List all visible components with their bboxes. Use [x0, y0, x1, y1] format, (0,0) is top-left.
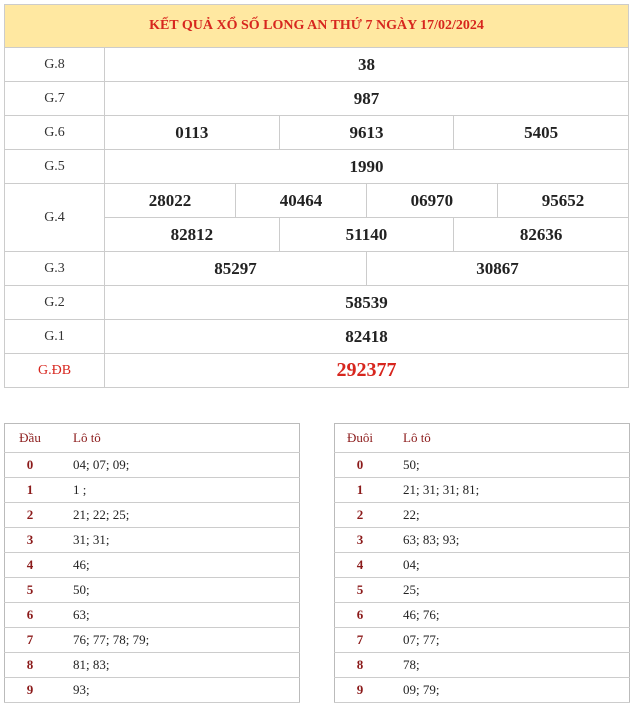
row-loto-values: 63;	[55, 603, 300, 628]
loto-dau-table	[4, 423, 300, 703]
table-row	[5, 628, 300, 653]
table-row	[335, 653, 630, 678]
table-row	[335, 603, 630, 628]
row-key: 7	[335, 628, 386, 653]
prize-number: 5405	[454, 116, 629, 150]
loto-duoi-table	[334, 423, 630, 703]
prize-row-g8	[5, 48, 629, 82]
prize-number: 0113	[105, 116, 280, 150]
prize-number: 51140	[279, 218, 454, 252]
row-key: 0	[5, 453, 56, 478]
column-header-duoi: Đuôi	[335, 424, 386, 453]
prize-number: 9613	[279, 116, 454, 150]
row-key: 5	[335, 578, 386, 603]
row-key: 1	[5, 478, 56, 503]
column-header-loto: Lô tô	[55, 424, 300, 453]
prize-label: G.5	[5, 150, 105, 184]
loto-header-row	[5, 424, 300, 453]
table-row	[335, 503, 630, 528]
row-loto-values: 46;	[55, 553, 300, 578]
prize-number: 82418	[105, 320, 629, 354]
row-loto-values: 76; 77; 78; 79;	[55, 628, 300, 653]
row-loto-values: 93;	[55, 678, 300, 703]
prize-number: 40464	[235, 184, 366, 218]
row-key: 3	[335, 528, 386, 553]
results-title: KẾT QUẢ XỔ SỐ LONG AN THỨ 7 NGÀY 17/02/2024	[5, 5, 629, 48]
row-key: 5	[5, 578, 56, 603]
row-key: 0	[335, 453, 386, 478]
table-row	[5, 678, 300, 703]
prize-label-special: G.ĐB	[5, 354, 105, 388]
row-key: 9	[5, 678, 56, 703]
table-row	[335, 678, 630, 703]
row-loto-values: 04; 07; 09;	[55, 453, 300, 478]
row-key: 9	[335, 678, 386, 703]
row-key: 6	[335, 603, 386, 628]
prize-row-g3	[5, 252, 629, 286]
prize-row-g6	[5, 116, 629, 150]
prize-number: 38	[105, 48, 629, 82]
prize-label: G.4	[5, 184, 105, 252]
row-loto-values: 1 ;	[55, 478, 300, 503]
prize-number: 85297	[105, 252, 367, 286]
row-loto-values: 07; 77;	[385, 628, 630, 653]
table-row	[5, 503, 300, 528]
prize-number: 82812	[105, 218, 280, 252]
row-key: 4	[335, 553, 386, 578]
prize-number: 95652	[497, 184, 628, 218]
prize-label: G.1	[5, 320, 105, 354]
row-loto-values: 81; 83;	[55, 653, 300, 678]
table-row	[5, 653, 300, 678]
column-header-loto: Lô tô	[385, 424, 630, 453]
row-loto-values: 04;	[385, 553, 630, 578]
table-row	[335, 453, 630, 478]
prize-row-g1	[5, 320, 629, 354]
row-key: 2	[5, 503, 56, 528]
prize-label: G.2	[5, 286, 105, 320]
prize-number: 1990	[105, 150, 629, 184]
prize-label: G.7	[5, 82, 105, 116]
table-row	[5, 478, 300, 503]
table-row	[335, 528, 630, 553]
row-key: 6	[5, 603, 56, 628]
row-loto-values: 63; 83; 93;	[385, 528, 630, 553]
row-key: 8	[335, 653, 386, 678]
prize-number: 82636	[454, 218, 629, 252]
table-row	[335, 628, 630, 653]
prize-label: G.3	[5, 252, 105, 286]
row-loto-values: 21; 31; 31; 81;	[385, 478, 630, 503]
prize-number: 06970	[366, 184, 497, 218]
row-key: 1	[335, 478, 386, 503]
table-row	[5, 528, 300, 553]
row-key: 8	[5, 653, 56, 678]
prize-label: G.6	[5, 116, 105, 150]
prize-row-g7	[5, 82, 629, 116]
table-row	[5, 553, 300, 578]
table-row	[335, 553, 630, 578]
row-loto-values: 46; 76;	[385, 603, 630, 628]
prize-number: 30867	[366, 252, 628, 286]
row-key: 2	[335, 503, 386, 528]
prize-row-g4-a	[5, 184, 629, 218]
loto-header-row	[335, 424, 630, 453]
column-header-dau: Đầu	[5, 424, 56, 453]
prize-number: 58539	[105, 286, 629, 320]
table-row	[5, 453, 300, 478]
row-loto-values: 78;	[385, 653, 630, 678]
row-loto-values: 31; 31;	[55, 528, 300, 553]
prize-number: 987	[105, 82, 629, 116]
table-row	[5, 603, 300, 628]
row-loto-values: 50;	[55, 578, 300, 603]
row-loto-values: 21; 22; 25;	[55, 503, 300, 528]
prize-row-g2	[5, 286, 629, 320]
table-row	[335, 478, 630, 503]
row-key: 4	[5, 553, 56, 578]
results-table	[4, 4, 629, 388]
prize-label: G.8	[5, 48, 105, 82]
row-key: 3	[5, 528, 56, 553]
row-loto-values: 25;	[385, 578, 630, 603]
row-loto-values: 09; 79;	[385, 678, 630, 703]
special-prize-number: 292377	[105, 354, 629, 388]
table-row	[335, 578, 630, 603]
row-loto-values: 50;	[385, 453, 630, 478]
row-loto-values: 22;	[385, 503, 630, 528]
row-key: 7	[5, 628, 56, 653]
prize-row-g5	[5, 150, 629, 184]
prize-number: 28022	[105, 184, 236, 218]
table-row	[5, 578, 300, 603]
prize-row-gdb	[5, 354, 629, 388]
